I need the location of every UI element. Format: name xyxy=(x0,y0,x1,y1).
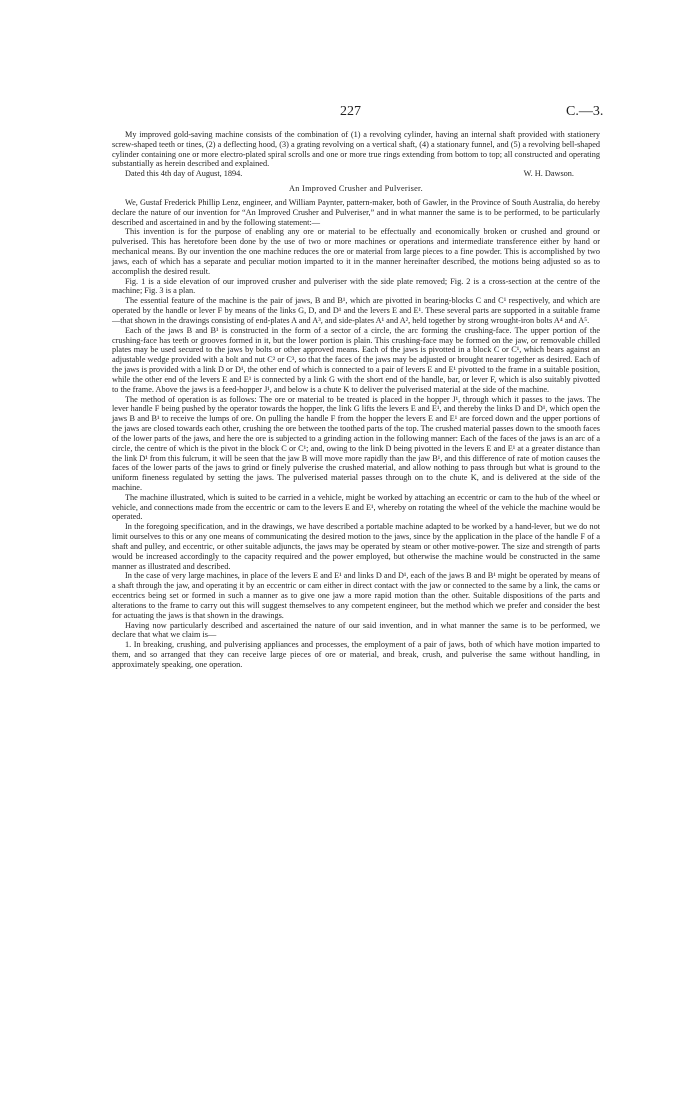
paragraph-claim-1: 1. In breaking, crushing, and pulverising appliances and processes, the employment of a pair of jaws, both of which have motion imparted to them, and so arranged that they can receive large pieces of ore or material, and break, crush, and pulverise the same without handling, in approximately speaking, one operation. xyxy=(112,640,600,669)
paragraph-purpose: This invention is for the purpose of enabling any ore or material to be effectually and economically broken or crushed and ground or pulverised. This has heretofore been done by the use of two or more machines or operations and intermediate transference either by hand or mechanical means. By our invention the one machine reduces the ore or material from large pieces to a fine powder. This is accomplished by two jaws, each of which has a separate and peculiar motion imparted to it in the manner hereinafter described, the motions being adjusted so as to accomplish the desired result. xyxy=(112,227,600,276)
paragraph-specification: In the foregoing specification, and in the drawings, we have described a portable machine adapted to be worked by a hand-lever, but we do not limit ourselves to this or any one means of communicating the desired motion to the jaws, since by the application in the place of the handle F of a shaft and pulley, and eccentric, or other suitable adjuncts, the jaws may be operated by steam or other motive-power. The size and strength of parts would be increased accordingly to the capacity required and the power employed, but otherwise the machine would be constructed in the same manner as illustrated and described. xyxy=(112,522,600,571)
section-code: C.—3. xyxy=(566,104,604,119)
paragraph-essential-feature: The essential feature of the machine is the pair of jaws, B and B¹, which are pivotted in bearing-blocks C and C¹ respectively, and which are operated by the handle or lever F by means of the links G, D, and D¹ and the levers E and E¹. These several parts are supported in a suitable frame—that shown in the drawings consisting of end-plates A and A³, and side-plates A¹ and A², held together by strong wrought-iron bolts A⁴ and A⁵. xyxy=(112,296,600,325)
page-number: 227 xyxy=(340,104,361,119)
paragraph-jaws: Each of the jaws B and B¹ is constructed in the form of a sector of a circle, the arc forming the crushing-face. The upper portion of the crushing-face has teeth or grooves formed in it, but the lower portion is plain. This crushing-face may be formed on the jaw, or removable chilled plates may be used secured to the jaws by bolts or other approved means. Each of the jaws is pivotted in a block C or C¹, which bears against an adjustable wedge provided with a bolt and nut C² or C³, so that the faces of the jaws may be adjusted or brought nearer together as desired. Each of the jaws is provided with a link D or D¹, the other end of which is connected to a pair of levers E and E¹ pivotted to the frame in a suitable position, while the other end of the levers E and E¹ is connected by a link G with the short end of the handle, bar, or lever F, which is also suitably pivotted to the frame. Above the jaws is a feed-hopper J¹, and below is a chute K to deliver the pulverised material at the side of the machine. xyxy=(112,325,600,394)
dated-signature-line xyxy=(112,169,600,179)
paragraph-claim-intro: Having now particularly described and ascertained the nature of our said invention, and in what manner the same is to be performed, we declare that what we claim is— xyxy=(112,620,600,640)
paragraph-operation: The method of operation is as follows: The ore or material to be treated is placed in the hopper J¹, through which it passes to the jaws. The lever handle F being pushed by the operator towards the hopper, the link G lifts the levers E and E¹, and thereby the links D and D¹, which open the jaws B and B¹ to receive the lumps of ore. On pulling the handle F from the hopper the levers E and E¹ are forced down and the upper portions of the jaws are closed towards each other, crushing the ore between the toothed parts of the top. The crushed material passes down to the smooth faces of the lower parts of the jaws, and here the ore is subjected to a grinding action in the following manner: Each of the faces of the jaws is an arc of a circle, the centre of which is the pivot in the block C or C¹; and, owing to the link D being pivotted in the levers E and E¹ at a greater distance than the link D¹ from this fulcrum, it will be seen that the jaw B will move more rapidly than the jaw B¹, and this difference of rate of motion causes the faces of the lower parts of the jaws to grind or finely pulverise the crushed material, and allow nothing to pass through but what is ground to the uniform fineness regulated by setting the jaws. The pulverised material passes through on to the chute K, and is delivered at the side of the machine. xyxy=(112,394,600,492)
paragraph-large-machines: In the case of very large machines, in place of the levers E and E¹ and links D and D¹, each of the jaws B and B¹ might be operated by means of a shaft through the jaw, and operating it by an eccentric or cam either in direct contact with the jaw or connected to the same by a link, the cams or eccentrics being set or formed in such a manner as to give one jaw a more rapid motion than the other. Suitable dispositions of the parts and alterations to the frame to carry out this will suggest themselves to any competent engineer, but the method which we prefer and consider the best for actuating the jaws is that shown in the drawings. xyxy=(112,571,600,620)
article-title: An Improved Crusher and Pulveriser. xyxy=(289,184,423,194)
intro-paragraph: My improved gold-saving machine consists of the combination of (1) a revolving cylinder, having an internal shaft provided with stationery screw-shaped teeth or tines, (2) a deflecting hood, (3) a grating revolving on a vertical shaft, (4) a stationary funnel, and (5) a revolving bell-shaped cylinder containing one or more electro-plated spiral scrolls and one or more true rings extending from bottom to top; all constructed and operating substantially as herein described and explained. xyxy=(112,130,600,169)
dated-line: Dated this 4th day of August, 1894. xyxy=(125,169,243,179)
paragraph-inventors: We, Gustaf Frederick Phillip Lenz, engineer, and William Paynter, pattern-maker, both of Gawler, in the Province of South Australia, do hereby declare the nature of our invention for “An Improved Crusher and Pulveriser,” and in what manner the same is to be performed, to be particularly described and ascertained in and by the following statement:— xyxy=(112,197,600,227)
document-body xyxy=(112,130,600,670)
signature: W. H. Dawson. xyxy=(523,169,574,179)
paragraph-figures: Fig. 1 is a side elevation of our improved crusher and pulveriser with the side plate removed; Fig. 2 is a cross-section at the centre of the machine; Fig. 3 is a plan. xyxy=(112,276,600,296)
paragraph-vehicle: The machine illustrated, which is suited to be carried in a vehicle, might be worked by attaching an eccentric or cam to the hub of the wheel or vehicle, and connections made from the eccentric or cam to the levers E and E¹, whereby on rotating the wheel of the vehicle the machine would be operated. xyxy=(112,492,600,522)
